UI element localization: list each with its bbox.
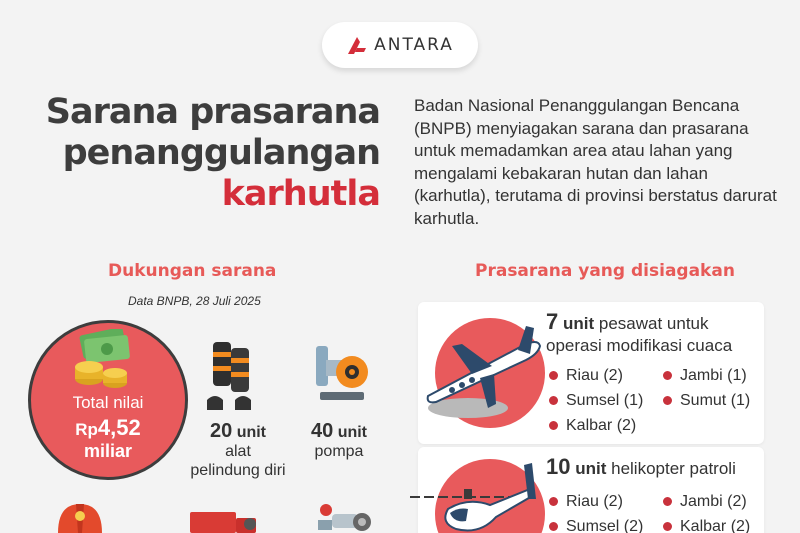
helicopter-list-col1	[546, 489, 643, 533]
helicopter-card-title	[546, 456, 761, 480]
list-item: Sumut (1)	[660, 388, 750, 413]
airplane-count: 7	[546, 309, 559, 334]
brand-name: ANTARA	[374, 35, 454, 55]
antara-logo-icon	[346, 34, 368, 56]
total-value	[31, 415, 185, 441]
total-label: Total nilai	[72, 393, 144, 412]
protective-gear-stat	[190, 422, 286, 480]
fire-motorcycle-icon	[310, 500, 380, 533]
protective-gear-number: 20	[209, 420, 233, 442]
page-title	[20, 92, 380, 215]
airplane-card	[418, 302, 764, 444]
protective-gear-icon	[203, 338, 259, 418]
helicopter-count: 10	[546, 454, 571, 479]
helicopter-desc: helikopter patroli	[611, 459, 736, 478]
airplane-unit: unit	[562, 314, 595, 333]
list-item: Riau (2)	[546, 489, 643, 514]
helicopter-icon	[410, 459, 546, 533]
prasarana-section-title: Prasarana yang disiagakan	[475, 261, 735, 281]
list-item: Jambi (1)	[660, 363, 750, 388]
list-item: Kalbar (2)	[546, 413, 643, 438]
total-unit: miliar	[83, 441, 133, 461]
protective-gear-unit: unit	[236, 424, 267, 441]
total-value-circle	[28, 320, 188, 480]
title-line-2: penanggulangan	[62, 133, 380, 173]
title-line-1: Sarana prasarana	[45, 92, 380, 132]
airplane-desc: pesawat untuk operasi modifikasi cuaca	[546, 314, 733, 355]
airplane-list-col2	[660, 363, 750, 413]
list-item: Sumsel (1)	[546, 388, 643, 413]
list-item: Sumsel (2)	[546, 514, 643, 533]
list-item: Kalbar (2)	[660, 514, 750, 533]
airplane-list-col1	[546, 363, 643, 438]
list-item: Jambi (2)	[660, 489, 750, 514]
pump-stat	[296, 422, 382, 461]
airplane-icon	[422, 316, 546, 426]
fire-helmet-icon	[52, 500, 108, 533]
pump-number: 40	[310, 420, 334, 442]
total-amount: 4,52	[97, 415, 141, 440]
pump-unit: unit	[337, 424, 368, 441]
data-source: Data BNPB, 28 Juli 2025	[128, 294, 261, 308]
pump-label: pompa	[314, 443, 364, 460]
sarana-section-title: Dukungan sarana	[108, 261, 277, 281]
antara-logo	[322, 22, 478, 68]
water-pump-icon	[312, 338, 370, 406]
title-line-3: karhutla	[221, 174, 380, 214]
helicopter-card	[418, 447, 764, 533]
airplane-card-title	[546, 311, 761, 357]
helicopter-list-col2	[660, 489, 750, 533]
protective-gear-label: alat pelindung diri	[190, 443, 286, 479]
money-coins-icon	[69, 329, 139, 391]
helicopter-unit: unit	[575, 459, 607, 478]
intro-paragraph: Badan Nasional Penanggulangan Bencana (BNPB) menyiagakan sarana dan prasarana untuk memadamkan area atau lahan yang mengalami kebakaran hutan dan lahan (karhutla), terutama di provinsi berstatus darurat karhutla.	[414, 96, 777, 228]
total-currency: Rp	[75, 420, 98, 439]
fire-truck-icon	[186, 508, 264, 533]
list-item: Riau (2)	[546, 363, 643, 388]
